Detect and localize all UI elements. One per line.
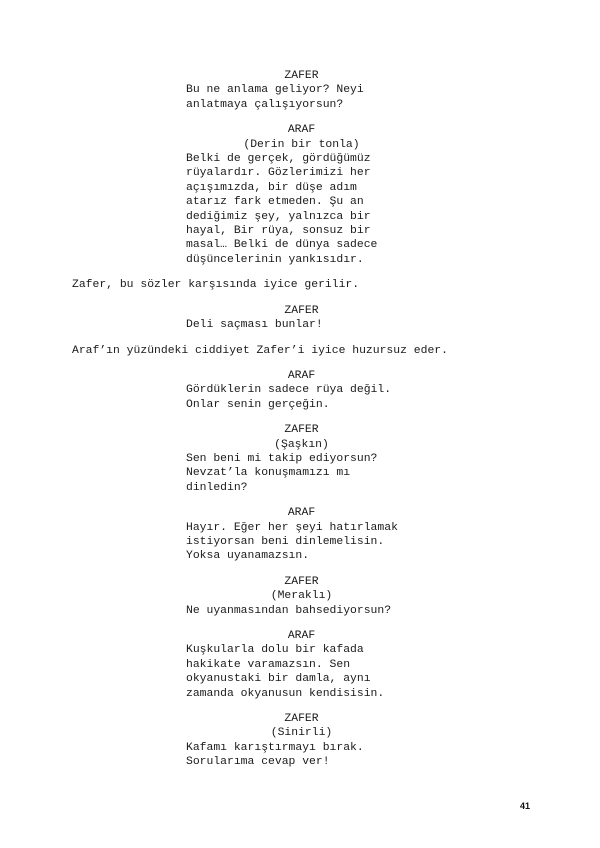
dialogue-block	[0, 712, 600, 770]
dialogue-line: hakikate varamazsın. Sen	[186, 658, 351, 671]
dialogue-line: düşüncelerinin yankısıdır.	[186, 253, 364, 266]
parenthetical: (Derin bir tonla)	[243, 138, 360, 151]
dialogue-line: dinledin?	[186, 481, 248, 494]
dialogue-block	[0, 69, 600, 112]
dialogue-block	[0, 506, 600, 564]
dialogue-block	[0, 304, 600, 333]
dialogue-line: atarız fark etmeden. Şu an	[186, 196, 364, 209]
dialogue-line: okyanustaki bir damla, aynı	[186, 673, 371, 686]
dialogue-block	[0, 423, 600, 495]
character-name: ARAF	[287, 124, 316, 137]
character-name: ZAFER	[284, 424, 319, 437]
dialogue-line: Yoksa uyanamazsın.	[186, 550, 310, 563]
action-line: Araf’ın yüzündeki ciddiyet Zafer’i iyice huzursuz eder.	[72, 344, 448, 357]
dialogue-line: Gördüklerin sadece rüya değil.	[186, 384, 392, 397]
character-name: ARAF	[287, 507, 316, 520]
dialogue-line: Kuşkularla dolu bir kafada	[186, 644, 364, 657]
dialogue-block	[0, 629, 600, 701]
dialogue-line: Sen beni mi takip ediyorsun?	[186, 452, 378, 465]
dialogue-line: rüyalardır. Gözlerimizi her	[186, 167, 371, 180]
dialogue-line: istiyorsan beni dinlemelisin.	[186, 535, 385, 548]
dialogue-line: Kafamı karıştırmayı bırak.	[186, 741, 364, 754]
parenthetical: (Meraklı)	[270, 590, 333, 603]
dialogue-line: Hayır. Eğer her şeyi hatırlamak	[186, 521, 398, 534]
character-name: ZAFER	[284, 70, 319, 82]
page-number: 41	[519, 801, 530, 811]
dialogue-line: Deli saçması bunlar!	[186, 319, 323, 332]
parenthetical: (Sinirli)	[270, 727, 333, 740]
dialogue-line: Sorularıma cevap ver!	[186, 756, 330, 769]
dialogue-line: Bu ne anlama geliyor? Neyi	[186, 84, 364, 97]
dialogue-line: zamanda okyanusun kendisisin.	[186, 687, 385, 700]
dialogue-line: dediğimiz şey, yalnızca bir	[186, 210, 371, 223]
dialogue-line: masal… Belki de dünya sadece	[186, 239, 378, 252]
action-line: Zafer, bu sözler karşısında iyice gerilir.	[72, 279, 360, 292]
character-name: ZAFER	[284, 575, 319, 588]
dialogue-line: açışımızda, bir düşe adım	[186, 181, 357, 194]
dialogue-line: hayal, Bir rüya, sonsuz bir	[186, 225, 371, 238]
dialogue-line: Belki de gerçek, gördüğümüz	[186, 153, 371, 166]
dialogue-block	[0, 575, 600, 618]
character-name: ARAF	[287, 369, 316, 382]
dialogue-block	[0, 123, 600, 267]
character-name: ARAF	[287, 630, 316, 642]
character-name: ZAFER	[284, 713, 319, 726]
screenplay-page	[0, 69, 600, 781]
dialogue-block	[0, 369, 600, 412]
dialogue-line: Onlar senin gerçeğin.	[186, 398, 330, 411]
character-name: ZAFER	[284, 304, 319, 317]
dialogue-line: Nevzat’la konuşmamızı mı	[186, 467, 351, 480]
dialogue-line: anlatmaya çalışıyorsun?	[186, 98, 344, 111]
dialogue-line: Ne uyanmasından bahsediyorsun?	[186, 604, 392, 617]
action-block	[0, 278, 600, 292]
parenthetical: (Şaşkın)	[274, 438, 329, 451]
action-block	[0, 344, 600, 358]
